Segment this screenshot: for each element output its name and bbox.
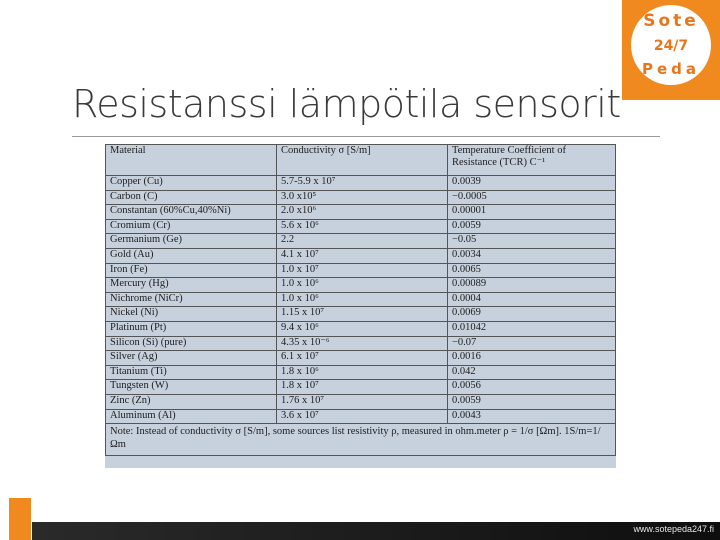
cell-tcr: 0.0056 (448, 380, 616, 395)
table-row (106, 307, 616, 322)
table-row (106, 176, 616, 191)
cell-tcr: 0.0016 (448, 351, 616, 366)
sotepeda-logo (622, 0, 720, 100)
conductivity-table (105, 144, 616, 456)
cell-material: Platinum (Pt) (106, 321, 277, 336)
cell-conductivity: 2.2 (277, 234, 448, 249)
logo-text-top: Sote (643, 11, 699, 31)
cell-tcr: 0.042 (448, 365, 616, 380)
cell-tcr: 0.0065 (448, 263, 616, 278)
cell-tcr: 0.00001 (448, 205, 616, 220)
table-row (106, 219, 616, 234)
cell-conductivity: 5.7-5.9 x 10⁷ (277, 176, 448, 191)
table-row (106, 394, 616, 409)
table-row (106, 205, 616, 220)
title-divider (72, 136, 660, 137)
logo-text-bottom: Peda (641, 60, 701, 78)
cell-conductivity: 4.35 x 10⁻⁶ (277, 336, 448, 351)
table-note-row (106, 424, 616, 456)
cell-material: Constantan (60%Cu,40%Ni) (106, 205, 277, 220)
cell-conductivity: 1.0 x 10⁷ (277, 263, 448, 278)
table-row (106, 351, 616, 366)
cell-conductivity: 1.8 x 10⁶ (277, 365, 448, 380)
table-row (106, 292, 616, 307)
table-row (106, 278, 616, 293)
cell-tcr: 0.0059 (448, 394, 616, 409)
cell-material: Zinc (Zn) (106, 394, 277, 409)
table-row (106, 234, 616, 249)
table-row (106, 409, 616, 424)
header-tcr: Temperature Coefficient of Resistance (TCR) C⁻¹ (448, 145, 616, 176)
table-row (106, 248, 616, 263)
cell-material: Silver (Ag) (106, 351, 277, 366)
cell-material: Copper (Cu) (106, 176, 277, 191)
cell-tcr: 0.01042 (448, 321, 616, 336)
header-material: Material (106, 145, 277, 176)
table-row (106, 380, 616, 395)
cell-tcr: −0.05 (448, 234, 616, 249)
cell-material: Aluminum (Al) (106, 409, 277, 424)
cell-conductivity: 3.0 x10⁵ (277, 190, 448, 205)
cell-tcr: 0.0004 (448, 292, 616, 307)
cell-conductivity: 1.76 x 10⁷ (277, 394, 448, 409)
cell-conductivity: 1.0 x 10⁶ (277, 278, 448, 293)
table-row (106, 263, 616, 278)
cell-conductivity: 5.6 x 10⁶ (277, 219, 448, 234)
header-conductivity: Conductivity σ [S/m] (277, 145, 448, 176)
cell-material: Germanium (Ge) (106, 234, 277, 249)
cell-material: Titanium (Ti) (106, 365, 277, 380)
cell-conductivity: 2.0 x10⁶ (277, 205, 448, 220)
conductivity-table-image (105, 144, 616, 468)
cell-tcr: 0.0034 (448, 248, 616, 263)
table-row (106, 190, 616, 205)
footer-url: www.sotepeda247.fi (633, 524, 714, 534)
cell-material: Nickel (Ni) (106, 307, 277, 322)
cell-conductivity: 9.4 x 10⁶ (277, 321, 448, 336)
cell-material: Mercury (Hg) (106, 278, 277, 293)
table-row (106, 336, 616, 351)
cell-conductivity: 1.15 x 10⁷ (277, 307, 448, 322)
cell-conductivity: 1.0 x 10⁶ (277, 292, 448, 307)
table-header-row (106, 145, 616, 176)
cell-material: Cromium (Cr) (106, 219, 277, 234)
cell-conductivity: 4.1 x 10⁷ (277, 248, 448, 263)
footer-bar (32, 522, 720, 540)
cell-conductivity: 6.1 x 10⁷ (277, 351, 448, 366)
logo-circle (631, 5, 711, 85)
cell-tcr: −0.0005 (448, 190, 616, 205)
logo-text-middle: 24/7 (653, 38, 689, 54)
cell-tcr: 0.0069 (448, 307, 616, 322)
footer-accent (9, 498, 31, 540)
cell-conductivity: 1.8 x 10⁷ (277, 380, 448, 395)
cell-tcr: −0.07 (448, 336, 616, 351)
cell-material: Silicon (Si) (pure) (106, 336, 277, 351)
table-row (106, 321, 616, 336)
cell-material: Nichrome (NiCr) (106, 292, 277, 307)
cell-tcr: 0.0059 (448, 219, 616, 234)
table-note: Note: Instead of conductivity σ [S/m], some sources list resistivity ρ, measured in ohm.meter ρ = 1/σ [Ωm]. 1S/m=1/Ωm (106, 424, 616, 456)
cell-tcr: 0.0043 (448, 409, 616, 424)
table-row (106, 365, 616, 380)
cell-tcr: 0.00089 (448, 278, 616, 293)
cell-material: Iron (Fe) (106, 263, 277, 278)
cell-conductivity: 3.6 x 10⁷ (277, 409, 448, 424)
cell-tcr: 0.0039 (448, 176, 616, 191)
cell-material: Gold (Au) (106, 248, 277, 263)
slide-title: Resistanssi lämpötila sensorit (72, 82, 621, 126)
cell-material: Carbon (C) (106, 190, 277, 205)
cell-material: Tungsten (W) (106, 380, 277, 395)
